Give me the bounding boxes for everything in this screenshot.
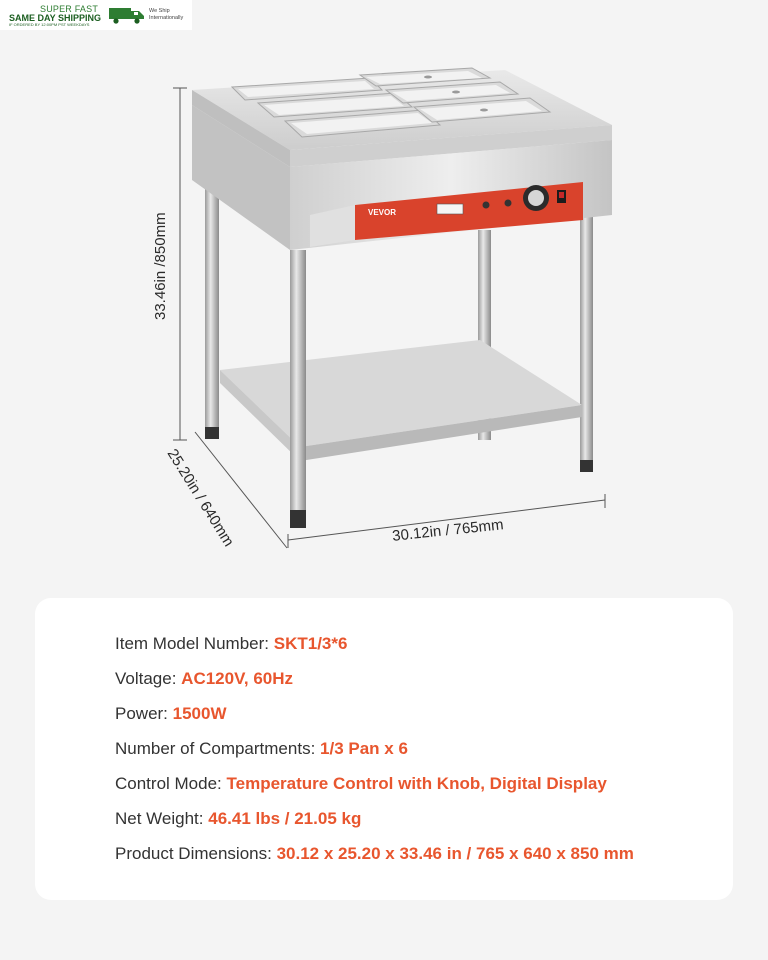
spec-model-number	[115, 634, 347, 654]
height-dimension-label: 33.46in /850mm	[152, 212, 169, 320]
spec-label: Product Dimensions:	[115, 844, 277, 863]
spec-value: 30.12 x 25.20 x 33.46 in / 765 x 640 x 850 mm	[276, 844, 634, 863]
spec-label: Control Mode:	[115, 774, 227, 793]
shipping-headline: SUPER FAST	[40, 4, 99, 14]
spec-power	[115, 704, 227, 724]
spec-voltage	[115, 669, 293, 689]
spec-product-dimensions	[115, 844, 634, 864]
spec-value: AC120V, 60Hz	[181, 669, 293, 688]
shipping-note: IF ORDERED BY 12:00PM PST WEEKDAYS	[9, 22, 90, 27]
spec-value: 1500W	[172, 704, 227, 723]
spec-value: SKT1/3*6	[273, 634, 348, 653]
spec-label: Power:	[115, 704, 173, 723]
specifications-card	[35, 598, 733, 900]
spec-label: Net Weight:	[115, 809, 209, 828]
spec-value: Temperature Control with Knob, Digital Display	[226, 774, 607, 793]
brand-logo: VEVOR	[368, 208, 397, 217]
spec-label: Number of Compartments:	[115, 739, 321, 758]
spec-net-weight	[115, 809, 361, 829]
shipping-international: We Ship Internationally	[149, 8, 184, 21]
shipping-title: SAME DAY SHIPPING	[9, 13, 102, 23]
depth-dimension-label: 25.20in / 640mm	[163, 446, 238, 550]
spec-value: 1/3 Pan x 6	[320, 739, 408, 758]
spec-control-mode	[115, 774, 607, 794]
width-dimension-label: 30.12in / 765mm	[391, 516, 505, 545]
steam-table-image	[150, 65, 630, 565]
spec-label: Voltage:	[115, 669, 182, 688]
spec-value: 46.41 lbs / 21.05 kg	[208, 809, 362, 828]
spec-compartments	[115, 739, 408, 759]
spec-label: Item Model Number:	[115, 634, 274, 653]
